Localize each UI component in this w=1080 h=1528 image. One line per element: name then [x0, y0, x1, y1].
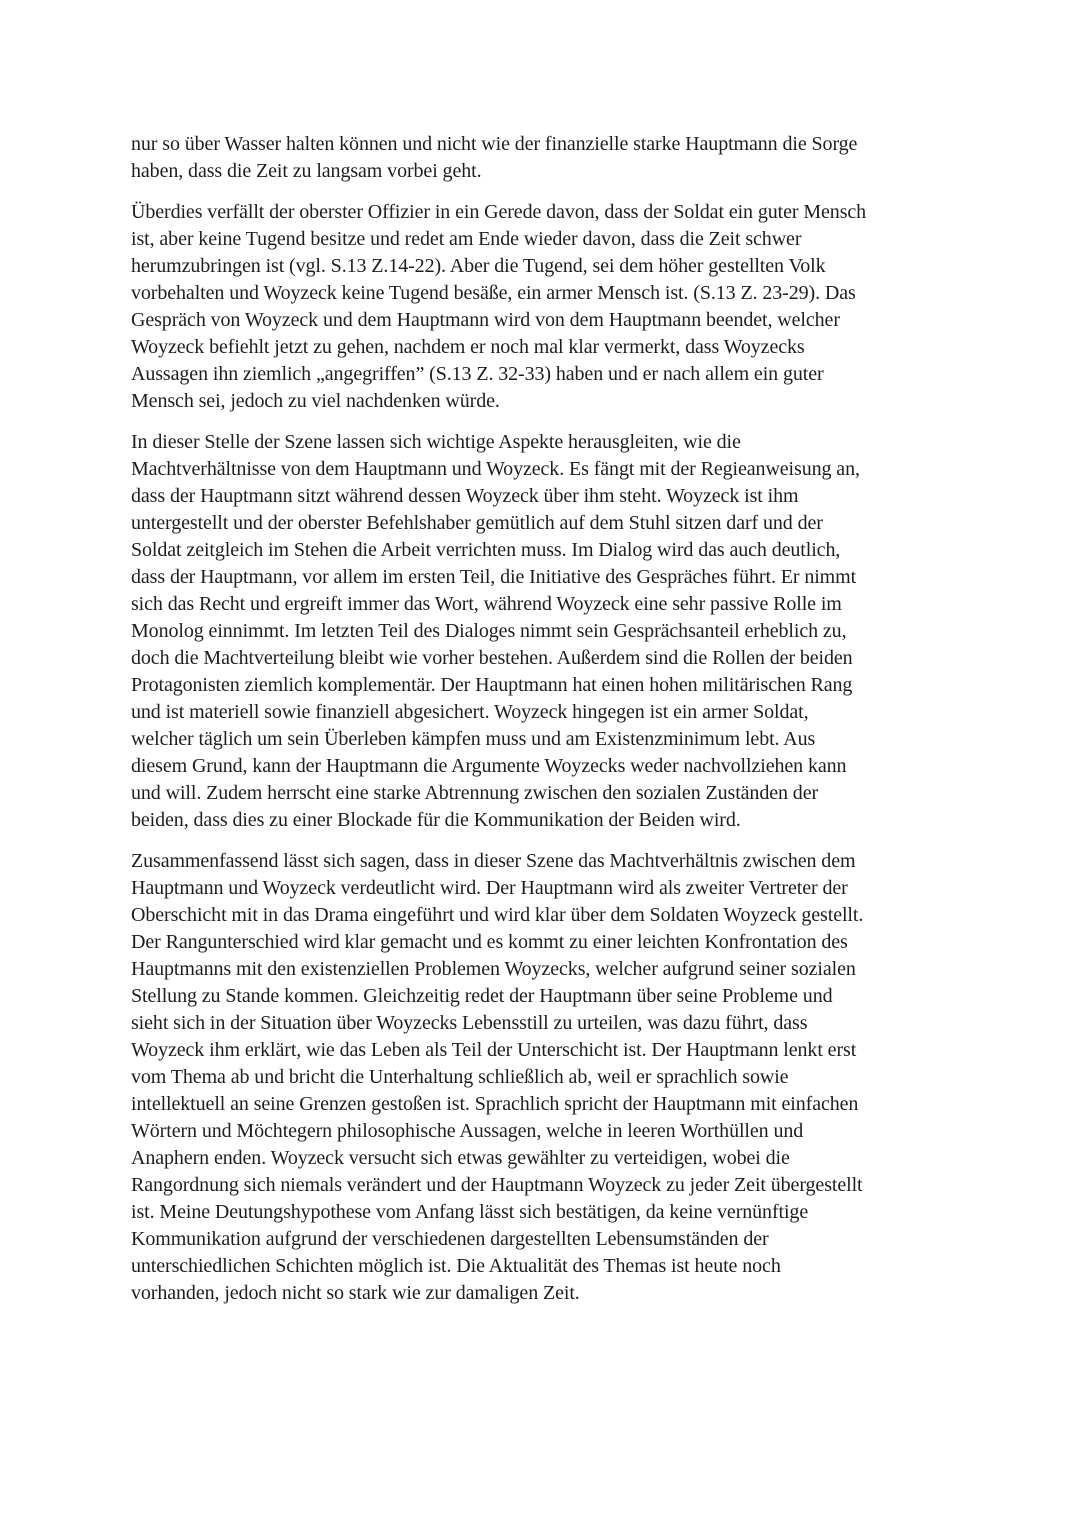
text-line: herumzubringen ist (vgl. S.13 Z.14-22). Aber die Tugend, sei dem höher gestellten Volk [131, 255, 826, 277]
text-line: vorbehalten und Woyzeck keine Tugend besäße, ein armer Mensch ist. (S.13 Z. 23-29). Das [131, 282, 856, 304]
text-line: Protagonisten ziemlich komplementär. Der Hauptmann hat einen hohen militärischen Rang [131, 674, 853, 696]
document-body [131, 131, 951, 1321]
text-line: Gespräch von Woyzeck und dem Hauptmann wird von dem Hauptmann beendet, welcher [131, 309, 840, 331]
text-line: beiden, dass dies zu einer Blockade für die Kommunikation der Beiden wird. [131, 809, 741, 831]
text-line: Wörtern und Möchtegern philosophische Aussagen, welche in leeren Worthüllen und [131, 1120, 804, 1142]
text-line: dass der Hauptmann, vor allem im ersten Teil, die Initiative des Gespräches führt. Er nimmt [131, 566, 857, 588]
text-line: Anaphern enden. Woyzeck versucht sich etwas gewählter zu verteidigen, wobei die [131, 1147, 790, 1169]
text-line: ist. Meine Deutungshypothese vom Anfang lässt sich bestätigen, da keine vernünftige [131, 1201, 809, 1223]
text-line: Aussagen ihn ziemlich „angegriffen” (S.13 Z. 32-33) haben und er nach allem ein guter [131, 363, 824, 385]
text-line: und ist materiell sowie finanziell abgesichert. Woyzeck hingegen ist ein armer Soldat, [131, 701, 809, 723]
text-line: Machtverhältnisse von dem Hauptmann und Woyzeck. Es fängt mit der Regieanweisung an, [131, 458, 860, 480]
text-line: Der Rangunterschied wird klar gemacht und es kommt zu einer leichten Konfrontation des [131, 931, 848, 953]
text-line: untergestellt und der oberster Befehlshaber gemütlich auf dem Stuhl sitzen darf und der [131, 512, 823, 534]
text-line: vorhanden, jedoch nicht so stark wie zur damaligen Zeit. [131, 1282, 580, 1304]
paragraph-1 [131, 131, 951, 185]
text-line: Oberschicht mit in das Drama eingeführt und wird klar über dem Soldaten Woyzeck gestellt. [131, 904, 864, 926]
text-line: unterschiedlichen Schichten möglich ist. Die Aktualität des Themas ist heute noch [131, 1255, 781, 1277]
text-line: Woyzeck befiehlt jetzt zu gehen, nachdem er noch mal klar vermerkt, dass Woyzecks [131, 336, 805, 358]
text-line: Stellung zu Stande kommen. Gleichzeitig redet der Hauptmann über seine Probleme und [131, 985, 833, 1007]
text-line: Überdies verfällt der oberster Offizier in ein Gerede davon, dass der Soldat ein guter Mensch [131, 201, 867, 223]
text-line: doch die Machtverteilung bleibt wie vorher bestehen. Außerdem sind die Rollen der beiden [131, 647, 853, 669]
text-line: In dieser Stelle der Szene lassen sich wichtige Aspekte herausgleiten, wie die [131, 431, 741, 453]
text-line: sieht sich in der Situation über Woyzecks Lebensstill zu urteilen, was dazu führt, dass [131, 1012, 808, 1034]
text-line: Hauptmann und Woyzeck verdeutlicht wird. Der Hauptmann wird als zweiter Vertreter der [131, 877, 848, 899]
paragraph-3 [131, 429, 951, 834]
text-line: sich das Recht und ergreift immer das Wort, während Woyzeck eine sehr passive Rolle im [131, 593, 842, 615]
text-line: Woyzeck ihm erklärt, wie das Leben als Teil der Unterschicht ist. Der Hauptmann lenkt erst [131, 1039, 857, 1061]
text-line: und will. Zudem herrscht eine starke Abtrennung zwischen den sozialen Zuständen der [131, 782, 819, 804]
text-line: vom Thema ab und bricht die Unterhaltung schließlich ab, weil er sprachlich sowie [131, 1066, 789, 1088]
text-line: diesem Grund, kann der Hauptmann die Argumente Woyzecks weder nachvollziehen kann [131, 755, 847, 777]
text-line: Hauptmanns mit den existenziellen Problemen Woyzecks, welcher aufgrund seiner sozialen [131, 958, 856, 980]
text-line: Monolog einnimmt. Im letzten Teil des Dialoges nimmt sein Gesprächsanteil erheblich zu, [131, 620, 847, 642]
text-line: ist, aber keine Tugend besitze und redet am Ende wieder davon, dass die Zeit schwer [131, 228, 802, 250]
text-line: dass der Hauptmann sitzt während dessen Woyzeck über ihm steht. Woyzeck ist ihm [131, 485, 799, 507]
paragraph-4 [131, 848, 951, 1307]
text-line: nur so über Wasser halten können und nicht wie der finanzielle starke Hauptmann die Sorge [131, 133, 858, 155]
text-line: intellektuell an seine Grenzen gestoßen ist. Sprachlich spricht der Hauptmann mit einfachen [131, 1093, 859, 1115]
text-line: Mensch sei, jedoch zu viel nachdenken würde. [131, 390, 500, 412]
text-line: Rangordnung sich niemals verändert und der Hauptmann Woyzeck zu jeder Zeit übergestellt [131, 1174, 863, 1196]
text-line: Kommunikation aufgrund der verschiedenen dargestellten Lebensumständen der [131, 1228, 769, 1250]
text-line: haben, dass die Zeit zu langsam vorbei geht. [131, 160, 482, 182]
text-line: Zusammenfassend lässt sich sagen, dass in dieser Szene das Machtverhältnis zwischen dem [131, 850, 856, 872]
paragraph-2 [131, 199, 951, 415]
text-line: Soldat zeitgleich im Stehen die Arbeit verrichten muss. Im Dialog wird das auch deutlich, [131, 539, 841, 561]
text-line: welcher täglich um sein Überleben kämpfen muss und am Existenzminimum lebt. Aus [131, 728, 816, 750]
